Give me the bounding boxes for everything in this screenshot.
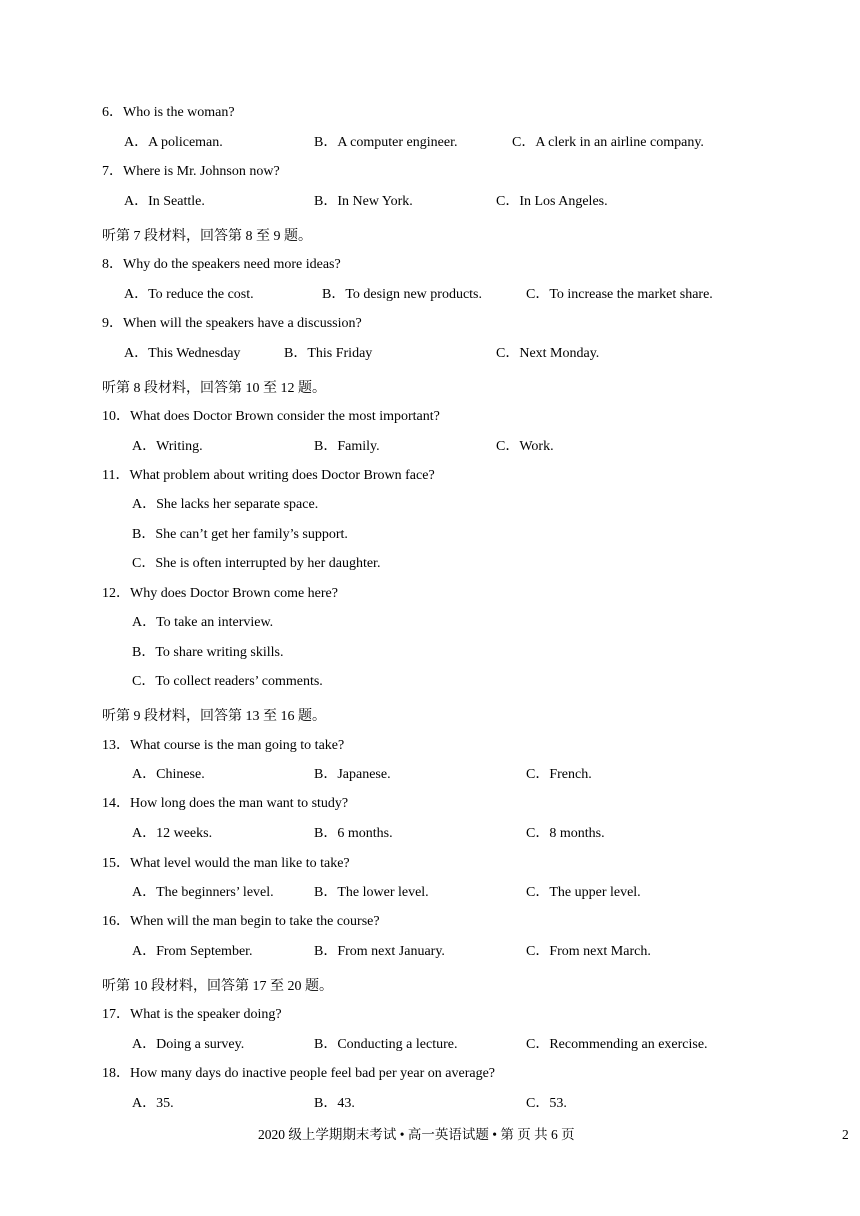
question-6-stem: 6．Who is the woman? (102, 105, 235, 120)
question-15-stem: 15．What level would the man like to take? (102, 856, 350, 871)
question-18-option-b: B．43. (314, 1096, 355, 1111)
question-8-option-c: C．To increase the market share. (526, 287, 713, 302)
question-16-option-b: B．From next January. (314, 944, 445, 959)
section-7-heading: 听第 7 段材料，回答第 8 至 9 题。 (102, 229, 312, 244)
question-13-option-a: A．Chinese. (132, 767, 205, 782)
question-12-option-c: C．To collect readers’ comments. (132, 674, 323, 689)
question-16-stem: 16．When will the man begin to take the course? (102, 914, 380, 929)
section-10-heading: 听第 10 段材料，回答第 17 至 20 题。 (102, 979, 333, 994)
question-15-option-c: C．The upper level. (526, 885, 641, 900)
question-12-stem: 12．Why does Doctor Brown come here? (102, 586, 338, 601)
question-17-option-a: A．Doing a survey. (132, 1037, 245, 1052)
question-7-stem: 7．Where is Mr. Johnson now? (102, 164, 280, 179)
question-10-stem: 10．What does Doctor Brown consider the most important? (102, 409, 440, 424)
question-8-option-a: A．To reduce the cost. (124, 287, 254, 302)
question-6-option-a: A．A policeman. (124, 135, 223, 150)
question-10-option-b: B．Family. (314, 439, 380, 454)
question-15-option-a: A．The beginners’ level. (132, 885, 274, 900)
question-9-option-c: C．Next Monday. (496, 346, 600, 361)
question-7-option-a: A．In Seattle. (124, 194, 205, 209)
question-9-option-a: A．This Wednesday (124, 346, 241, 361)
question-7-option-b: B．In New York. (314, 194, 413, 209)
page-footer: 2020 级上学期期末考试 • 高一英语试题 • 第 页 共 6 页 (258, 1127, 575, 1142)
question-17-stem: 17．What is the speaker doing? (102, 1007, 282, 1022)
question-18-option-c: C．53. (526, 1096, 567, 1111)
question-9-stem: 9．When will the speakers have a discussion? (102, 316, 362, 331)
question-10-option-a: A．Writing. (132, 439, 203, 454)
question-18-option-a: A．35. (132, 1096, 174, 1111)
question-11-stem: 11．What problem about writing does Doctor Brown face? (102, 468, 435, 483)
question-14-option-c: C．8 months. (526, 826, 605, 841)
question-15-option-b: B．The lower level. (314, 885, 429, 900)
question-16-option-a: A．From September. (132, 944, 253, 959)
question-11-option-b: B．She can’t get her family’s support. (132, 527, 348, 542)
question-13-stem: 13．What course is the man going to take? (102, 738, 345, 753)
question-12-option-b: B．To share writing skills. (132, 645, 284, 660)
question-16-option-c: C．From next March. (526, 944, 651, 959)
question-8-stem: 8．Why do the speakers need more ideas? (102, 257, 341, 272)
question-14-option-a: A．12 weeks. (132, 826, 213, 841)
question-6-option-b: B．A computer engineer. (314, 135, 458, 150)
question-12-option-a: A．To take an interview. (132, 615, 274, 630)
section-9-heading: 听第 9 段材料，回答第 13 至 16 题。 (102, 709, 326, 724)
question-7-option-c: C．In Los Angeles. (496, 194, 608, 209)
question-14-stem: 14．How long does the man want to study? (102, 796, 349, 811)
question-9-option-b: B．This Friday (284, 346, 373, 361)
question-11-option-a: A．She lacks her separate space. (132, 497, 319, 512)
section-8-heading: 听第 8 段材料，回答第 10 至 12 题。 (102, 381, 326, 396)
question-10-option-c: C．Work. (496, 439, 554, 454)
question-8-option-b: B．To design new products. (322, 287, 483, 302)
page-number: 2 (842, 1127, 849, 1142)
question-13-option-c: C．French. (526, 767, 592, 782)
question-14-option-b: B．6 months. (314, 826, 393, 841)
question-6-option-c: C．A clerk in an airline company. (512, 135, 704, 150)
question-17-option-b: B．Conducting a lecture. (314, 1037, 458, 1052)
question-13-option-b: B．Japanese. (314, 767, 391, 782)
question-18-stem: 18．How many days do inactive people feel bad per year on average? (102, 1066, 496, 1081)
question-11-option-c: C．She is often interrupted by her daughter. (132, 556, 381, 571)
question-17-option-c: C．Recommending an exercise. (526, 1037, 708, 1052)
